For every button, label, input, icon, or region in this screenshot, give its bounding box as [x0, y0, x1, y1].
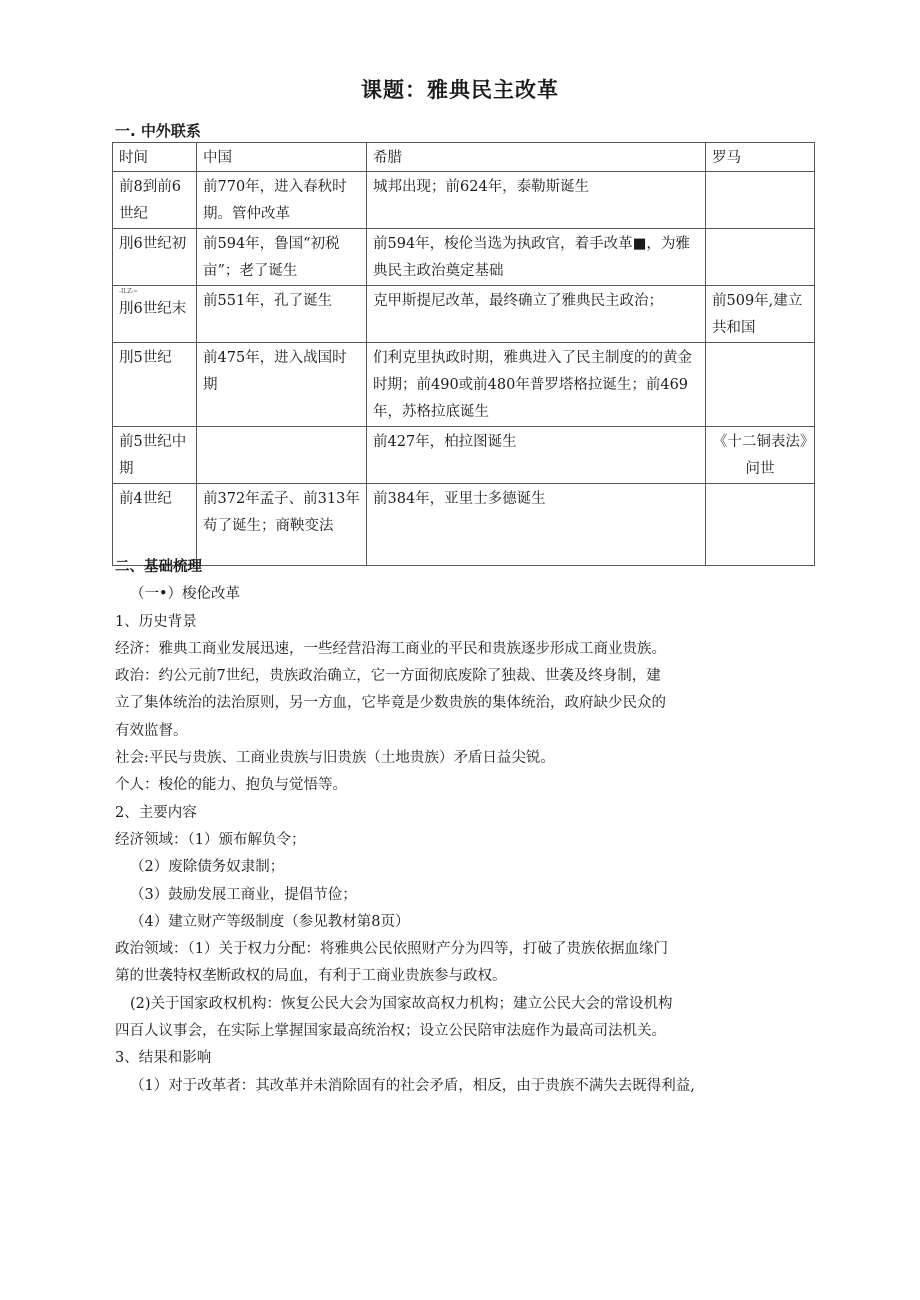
cell-time-wrapper	[113, 286, 197, 343]
page-title: 课题：雅典民主改革	[361, 78, 559, 102]
paragraph-economy: 经济：雅典工商业发展迅速，一些经营沿海工商业的平民和贵族逐步形成工商业贵族。	[115, 640, 666, 657]
politics-item-2: (2)关于国家政权机构：恢复公民大会为国家故高权力机构；建立公民大会的常设机构	[130, 995, 673, 1012]
cell-time-clip	[119, 288, 190, 342]
table-row	[113, 286, 815, 343]
section-heading-relations: 一. 中外联系	[115, 122, 201, 140]
cell-china: 前594年，鲁国“初税亩”；老了诞生	[197, 229, 367, 286]
cell-rome: 《十二铜表法》问世	[706, 427, 815, 484]
cell-greece: 们利克里执政时期，雅典进入了民主制度的的黄金时期；前490或前480年普罗塔格拉诞生；前469年，苏格拉底诞生	[367, 343, 706, 427]
table-row	[113, 343, 815, 427]
header-rome: 罗马	[706, 143, 815, 172]
politics-item-1: 政治领域：（1）关于权力分配：将雅典公民依照财产分为四等，打破了贵族依据血缘门	[115, 941, 668, 958]
cell-rome	[706, 343, 815, 427]
heading-content: 2、主要内容	[115, 804, 197, 821]
cell-greece: 前427年，柏拉图诞生	[367, 427, 706, 484]
paragraph-politics-2: 立了集体统治的法治原则，另一方血，它毕竟是少数贵族的集体统治，政府缺少民众的	[115, 695, 666, 712]
table-header-row	[113, 143, 815, 172]
economy-item-4: （4）建立财产等级制度（参见教材第8页）	[130, 913, 410, 930]
heading-results: 3、结果和影响	[115, 1050, 212, 1067]
header-greece: 希腊	[367, 143, 706, 172]
section-heading-basics: 二、基础梳理	[115, 559, 202, 575]
economy-item-1: 经济领域：（1）颁布解负令；	[115, 831, 306, 848]
result-item-1: （1）对于改革者：其改革并未消除固有的社会矛盾，相反，由于贵族不满失去既得利益,	[130, 1077, 695, 1094]
cell-china: 前475年，进入战国时期	[197, 343, 367, 427]
header-time: 时间	[113, 143, 197, 172]
table-row	[113, 229, 815, 286]
cell-time: 刖6世纪初	[113, 229, 197, 286]
cell-greece: 克甲斯提尼改革，最终确立了雅典民主政治；	[367, 286, 706, 343]
cell-china: 前551年，孔了诞生	[197, 286, 367, 343]
cell-time: 刖6世纪末	[119, 301, 187, 317]
cell-time-note: -ILZ-»	[119, 288, 138, 295]
cell-time: 前5世纪中期	[113, 427, 197, 484]
cell-time: 前4世纪	[113, 484, 197, 566]
cell-rome: 前509年,建立共和国	[706, 286, 815, 343]
timeline-table	[112, 142, 815, 566]
politics-item-1-cont: 第的世袭特权垄断政权的局血，有利于工商业贵族参与政权。	[115, 968, 507, 985]
economy-item-2: （2）废除债务奴隶制；	[130, 859, 285, 876]
paragraph-politics-3: 有效监督。	[115, 722, 188, 739]
cell-greece: 城邦出现；前624年，泰勒斯诞生	[367, 172, 706, 229]
politics-item-2-cont: 四百人议事会，在实际上掌握国家最高统治权；设立公民陪审法庭作为最高司法机关。	[115, 1023, 666, 1040]
header-china: 中国	[197, 143, 367, 172]
cell-greece: 前384年，亚里士多德诞生	[367, 484, 706, 566]
cell-time: 前8到前6世纪	[113, 172, 197, 229]
table-row	[113, 427, 815, 484]
cell-china	[197, 427, 367, 484]
cell-china: 前372年孟子、前313年苟了诞生；商鞅变法	[197, 484, 367, 566]
paragraph-society: 社会:平民与贵族、工商业贵族与旧贵族（土地贵族）矛盾日益尖锐。	[115, 750, 555, 767]
cell-greece: 前594年，梭伦当选为执政官，着手改革■，为雅典民主政治奠定基础	[367, 229, 706, 286]
economy-item-3: （3）鼓励发展工商业，提倡节俭；	[130, 886, 357, 903]
table-row	[113, 172, 815, 229]
cell-rome	[706, 172, 815, 229]
cell-rome	[706, 229, 815, 286]
body-text	[115, 554, 805, 1100]
cell-time: 刖5世纪	[113, 343, 197, 427]
paragraph-politics-1: 政治：约公元前7世纪，贵族政治确立，它一方面彻底废除了独裁、世袭及终身制，建	[115, 668, 661, 685]
heading-background: 1、历史背景	[115, 613, 197, 630]
cell-china: 前770年，进入春秋时期。管仲改革	[197, 172, 367, 229]
paragraph-individual: 个人：梭伦的能力、抱负与觉悟等。	[115, 777, 347, 794]
subsection-heading: （一•）梭伦改革	[130, 586, 241, 603]
